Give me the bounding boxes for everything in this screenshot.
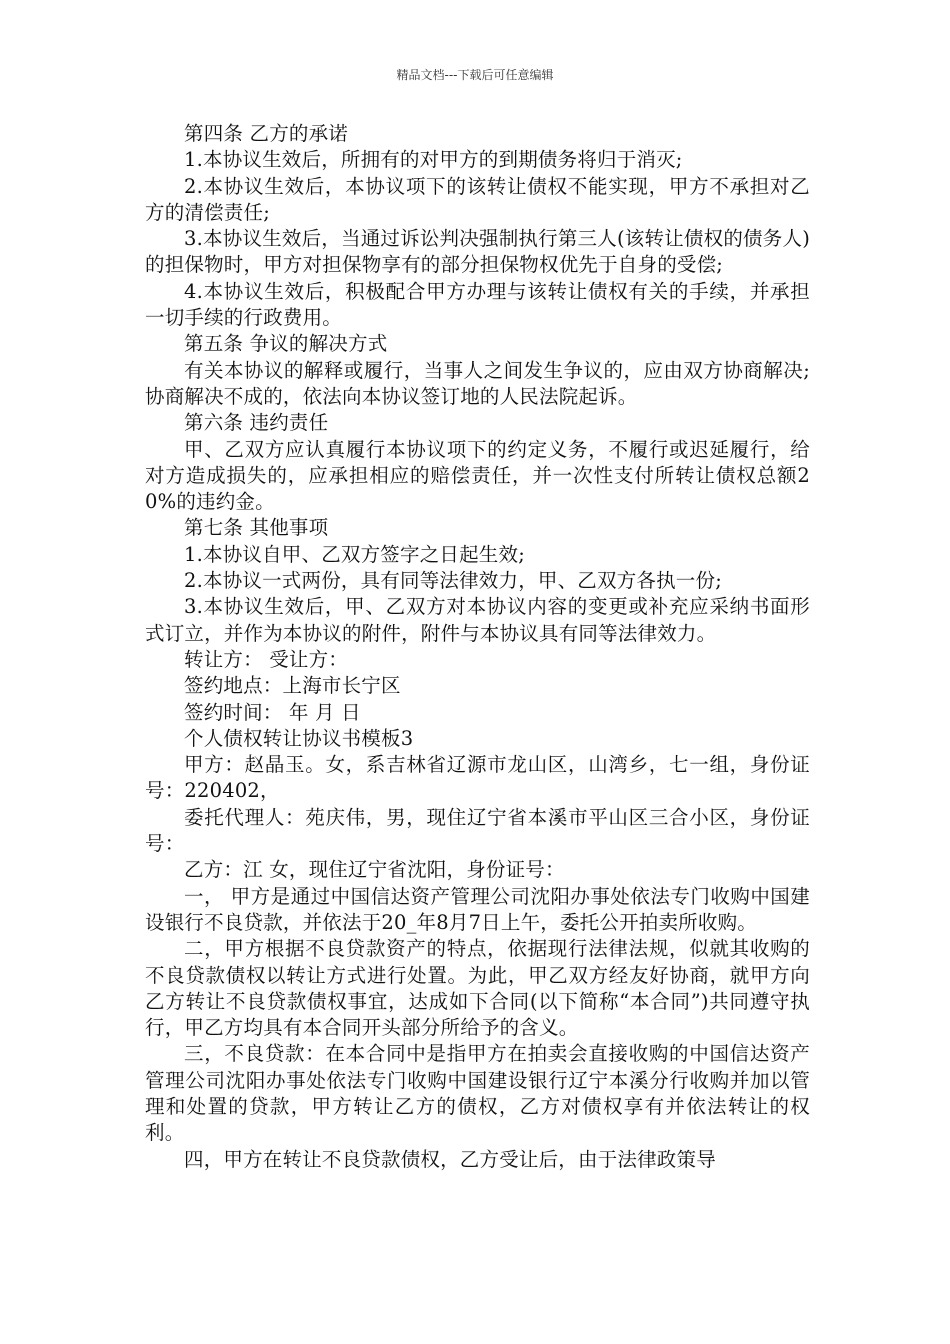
article-4-heading: 第四条 乙方的承诺 (184, 122, 348, 145)
article-4-clause-4: 4.本协议生效后，积极配合甲方办理与该转让债权有关的手续，并承担一切手续的行政费用。 (145, 279, 810, 330)
page-header: 精品文档---下载后可任意编辑 (396, 68, 554, 82)
article-7-heading: 第七条 其他事项 (184, 516, 329, 540)
article-4-clause-3: 3.本协议生效后，当通过诉讼判决强制执行第三人(该转让债权的债务人)的担保物时，甲方对担保物享有的部分担保物权优先于自身的受偿; (145, 227, 810, 277)
article-4-clause-2: 2.本协议生效后，本协议项下的该转让债权不能实现，甲方不承担对乙方的清偿责任; (145, 174, 810, 224)
article-7-clause-3: 3.本协议生效后，甲、乙双方对本协议内容的变更或补充应采纳书面形式订立，并作为本协议的附件，附件与本协议具有同等法律效力。 (145, 595, 810, 645)
article-4-clause-1: 1.本协议生效后，所拥有的对甲方的到期债务将归于消灭; (184, 148, 683, 172)
party-b-info: 乙方：江 女，现住辽宁省沈阳，身份证号： (184, 858, 565, 882)
signing-place: 签约地点：上海市长宁区 (184, 674, 401, 698)
agent-info: 委托代理人：苑庆伟，男，现住辽宁省本溪市平山区三合小区，身份证号： (145, 805, 810, 856)
section-1: 一， 甲方是通过中国信达资产管理公司沈阳办事处依法专门收购中国建设银行不良贷款，并依法于20_年8月7日上午，委托公开拍卖所收购。 (145, 884, 810, 934)
document-body (145, 121, 810, 1173)
article-5-text: 有关本协议的解释或履行，当事人之间发生争议的，应由双方协商解决;协商解决不成的，依法向本协议签订地的人民法院起诉。 (145, 358, 810, 408)
section-4: 四，甲方在转让不良贷款债权，乙方受让后，由于法律政策导 (184, 1147, 716, 1171)
article-6-heading: 第六条 违约责任 (184, 411, 329, 435)
article-7-clause-2: 2.本协议一式两份，具有同等法律效力，甲、乙双方各执一份; (184, 569, 722, 593)
section-3: 三，不良贷款：在本合同中是指甲方在拍卖会直接收购的中国信达资产管理公司沈阳办事处依法专门收购中国建设银行辽宁本溪分行收购并加以管理和处置的贷款，甲方转让乙方的债权，乙方对债权享有并依法转让的权利。 (145, 1042, 810, 1145)
signatories-line: 转让方： 受让方： (184, 647, 348, 671)
section-2: 二，甲方根据不良贷款资产的特点，依据现行法律法规，似就其收购的不良贷款债权以转让方式进行处置。为此，甲乙双方经友好协商，就甲方向乙方转让不良贷款债权事宜，达成如下合同(以下简称“本合同”)共同遵守执行，甲乙方均具有本合同开头部分所给予的含义。 (145, 937, 810, 1040)
article-6-text: 甲、乙双方应认真履行本协议项下的约定义务，不履行或迟延履行，给对方造成损失的，应承担相应的赔偿责任，并一次性支付所转让债权总额20%的违约金。 (145, 437, 810, 514)
signing-date: 签约时间： 年 月 日 (184, 700, 361, 724)
article-5-heading: 第五条 争议的解决方式 (184, 332, 388, 356)
article-7-clause-1: 1.本协议自甲、乙双方签字之日起生效; (184, 542, 525, 566)
party-a-info: 甲方：赵晶玉。女，系吉林省辽源市龙山区，山湾乡，七一组，身份证号：220402， (145, 753, 810, 803)
template-3-title: 个人债权转让协议书模板3 (184, 726, 414, 750)
